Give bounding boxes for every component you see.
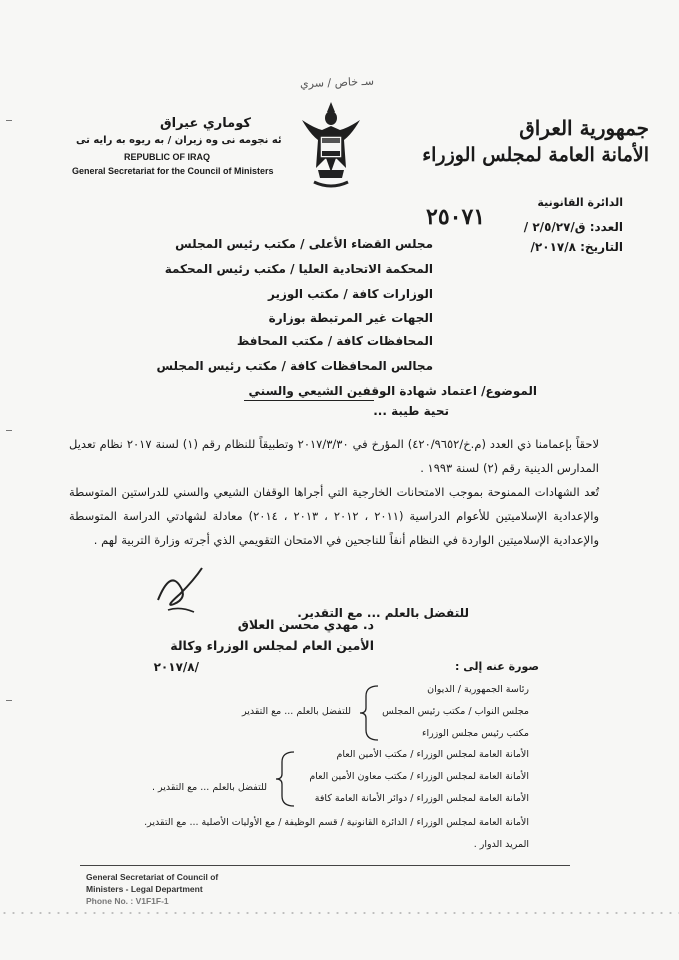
cc-group2-note: للتفضل بالعلم ... مع التقدير . — [151, 782, 267, 793]
footer-divider — [80, 865, 570, 866]
header-kurdish-country: كوماري عيراق — [160, 116, 251, 131]
reference-department: الدائرة القانونية — [537, 196, 623, 209]
footer-english-line: Ministers - Legal Department — [86, 884, 203, 894]
signatory-title: الأمين العام لمجلس الوزراء وكالة — [170, 638, 374, 653]
cc-item: الأمانة العامة لمجلس الوزراء / دوائر الأمانة العامة كافة — [314, 793, 529, 804]
header-kurdish-secretariat: ئه نجومه نى وه زيران / به ريوه به رايه تى — [76, 135, 282, 146]
subject-underline — [244, 400, 374, 401]
cc-item: مكتب رئيس مجلس الوزراء — [421, 728, 529, 739]
header-english-secretariat: General Secretariat for the Council of Ministers — [72, 166, 274, 176]
cc-title: صورة عنه إلى : — [455, 660, 539, 673]
header-arabic-country: جمهورية العراق — [519, 116, 649, 140]
header-english-country: REPUBLIC OF IRAQ — [124, 152, 211, 162]
body-paragraph: لاحقاً بإعمامنا ذي العدد (م.خ/٤٢٠/٩٦٥٢) المؤرخ في ٢٠١٧/٣/٣٠ وتطبيقاً للنظام رقم (١) لسنة ٢٠١٧ نظام تعديل المدارس الدينية رقم (٢) لسنة ١٩٩٣ . — [69, 437, 599, 475]
document-number: ٢٥٠٧١ — [426, 204, 486, 230]
handwritten-signature — [150, 560, 210, 620]
edge-mark — [6, 700, 12, 701]
brace-icon — [274, 750, 296, 808]
addressee: المحكمة الاتحادية العليا / مكتب رئيس المحكمة — [164, 262, 433, 276]
addressee: المحافظات كافة / مكتب المحافظ — [236, 334, 433, 348]
header-arabic-secretariat: الأمانة العامة لمجلس الوزراء — [422, 144, 649, 166]
top-stamp: سـ خاص / سري — [299, 74, 375, 91]
cc-item: مجلس النواب / مكتب رئيس المجلس — [382, 706, 529, 717]
greeting: تحية طيبة ... — [373, 404, 449, 418]
edge-mark — [6, 430, 12, 431]
cc-item: الأمانة العامة لمجلس الوزراء / مكتب الأمين العام — [336, 749, 529, 760]
closing-text: للتفضل بالعلم ... مع التقدير. — [297, 606, 469, 620]
edge-mark — [6, 120, 12, 121]
addressee: مجالس المحافظات كافة / مكتب رئيس المجلس — [156, 359, 433, 373]
addressee: الجهات غير المرتبطة بوزارة — [268, 311, 433, 325]
reference-number: العدد: ق/٢/٥/٢٧ / — [523, 220, 623, 234]
iraq-eagle-emblem-icon — [296, 98, 366, 194]
brace-icon — [358, 684, 380, 742]
subject-line: الموضوع/ اعتماد شهادة الوقفين الشيعي والسني — [248, 384, 537, 398]
signatory-name: د. مهدي محسن العلاق — [237, 617, 374, 632]
cc-item: رئاسة الجمهورية / الديوان — [427, 684, 529, 695]
cc-item: الأمانة العامة لمجلس الوزراء / مكتب معاون الأمين العام — [309, 771, 529, 782]
addressee: مجلس القضاء الأعلى / مكتب رئيس المجلس — [175, 237, 433, 251]
reference-date: التاريخ: ٢٠١٧/٨/ — [530, 240, 623, 254]
cc-item: الأمانة العامة لمجلس الوزراء / الدائرة القانونية / قسم الوظيفة / مع الأوليات الأصلية ... مع التقدير. — [144, 817, 529, 828]
signature-date: ٢٠١٧/٨/ — [153, 660, 199, 674]
addressee: الوزارات كافة / مكتب الوزير — [268, 287, 433, 301]
scan-edge-dots — [0, 908, 679, 918]
cc-group1-note: للتفضل بالعلم ... مع التقدير — [242, 706, 351, 717]
cc-item: المريد الدوار . — [473, 839, 529, 850]
body-paragraph: تُعد الشهادات الممنوحة بموجب الامتحانات الخارجية التي أجراها الوقفان الشيعي والسني للدراستين المتوسطة والإعدادية الإسلاميتين للأعوام الدراسية (٢٠١١ ، ٢٠١٢ ، ٢٠١٣ ، ٢٠١٤) معادلة لشهادتي الدراسة المتوسطة والإعدادية الإسلاميتين الواردة في النظام أنفاً للناجحين في الامتحان التقويمي الذي أجرته وزارة التربية لهم . — [69, 485, 600, 547]
footer-english-line: General Secretariat of Council of — [86, 872, 219, 882]
footer-phone: Phone No. : V1F1F-1 — [86, 896, 169, 906]
